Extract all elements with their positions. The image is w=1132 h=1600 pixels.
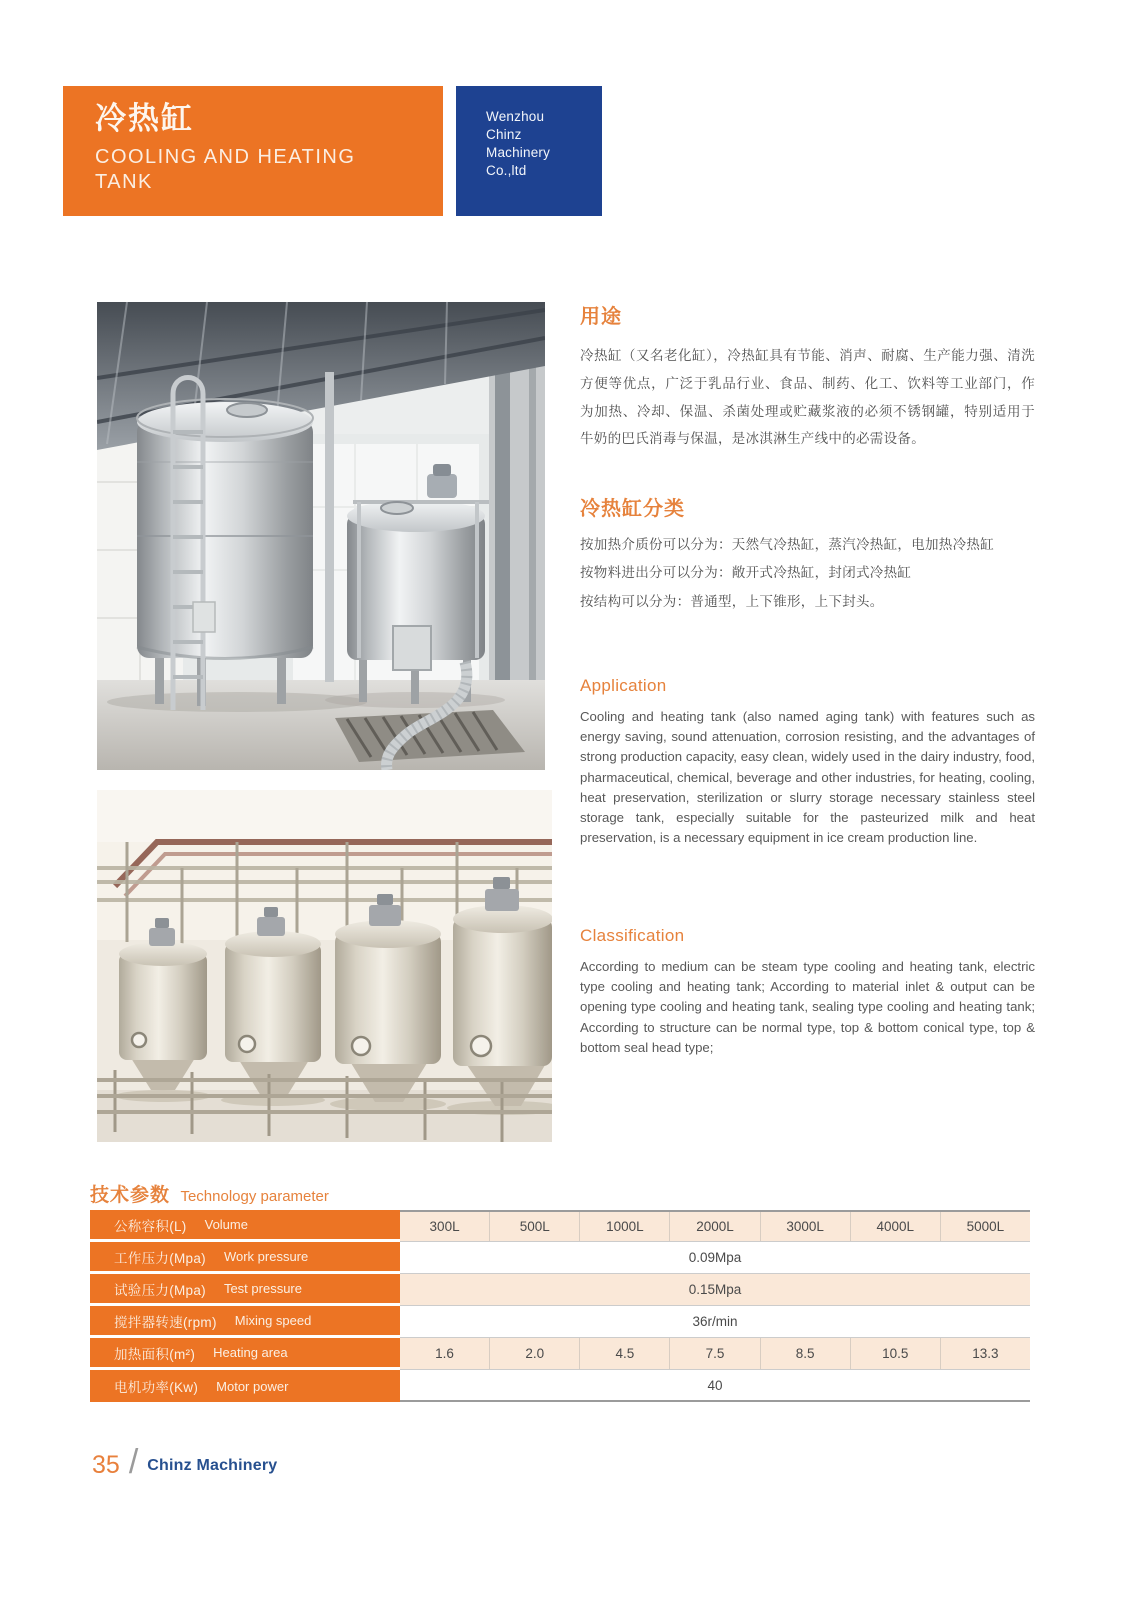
footer-slash-divider: /	[128, 1443, 139, 1481]
tech-heading-en: Technology parameter	[180, 1188, 329, 1205]
row-label-cn: 工作压力(Mpa)	[114, 1250, 206, 1266]
cell-value-span: 40	[707, 1377, 723, 1393]
row-label-en: Mixing speed	[234, 1313, 312, 1328]
page-title-chinese: 冷热缸	[95, 101, 194, 136]
page-title-english-line2: TANK	[95, 170, 153, 193]
section-classification-cn	[580, 492, 1035, 616]
company-line: Wenzhou	[486, 109, 545, 124]
footer-company-name: Chinz Machinery	[147, 1456, 278, 1474]
cell-value: 1000L	[579, 1212, 669, 1241]
application-body: Cooling and heating tank (also named aging tank) with features such as energy saving, sound attenuation, corrosion resisting, and the advantages of strong production capacity, easy clean, widely used in the dairy industry, food, pharmaceutical, chemical, beverage and other industries, for heating, cooling, heat preservation, sterilization or slurry storage necessary stainless steel storage tank, especially suitable for the pasteurized milk and heat preservation, is a necessary equipment in ice cream production line.	[580, 709, 1035, 846]
row-label-en: Work pressure	[223, 1249, 309, 1264]
page-footer	[92, 1443, 278, 1485]
classification-cn-list	[580, 531, 1035, 616]
cell-value: 3000L	[760, 1212, 850, 1241]
row-values	[400, 1306, 1030, 1338]
row-values	[400, 1242, 1030, 1274]
tech-heading-cn: 技术参数	[90, 1185, 171, 1206]
cell-value: 13.3	[940, 1338, 1030, 1369]
row-label	[90, 1370, 400, 1402]
cell-value: 7.5	[669, 1338, 759, 1369]
cell-value: 300L	[429, 1219, 460, 1234]
row-values	[400, 1338, 1030, 1370]
page-title-english	[95, 145, 443, 195]
row-label-cn: 加热面积(m²)	[114, 1346, 196, 1362]
classification-en-body: According to medium can be steam type cooling and heating tank, electric type cooling and heating tank; According to material inlet & output can be opening type cooling and heating tank, sealing type cooling and heating tank; According to structure can be normal type, top & bottom conical type, top & bottom seal head type;	[580, 959, 1035, 1055]
row-label-en: Volume	[204, 1217, 248, 1232]
row-values	[400, 1274, 1030, 1306]
section-application	[580, 676, 1035, 848]
row-label	[90, 1306, 400, 1338]
row-label-en: Heating area	[213, 1345, 288, 1360]
table-row-mixing-speed	[90, 1306, 1030, 1338]
classification-cn-line: 按加热介质份可以分为：天然气冷热缸，蒸汽冷热缸，电加热冷热缸	[580, 537, 994, 552]
tech-parameter-heading	[90, 1180, 329, 1207]
classification-en-heading: Classification	[580, 926, 685, 945]
row-values	[400, 1370, 1030, 1402]
row-label	[90, 1338, 400, 1370]
table-row-motor-power	[90, 1370, 1030, 1402]
cell-value: 2000L	[669, 1212, 759, 1241]
cell-value: 1.6	[435, 1346, 454, 1361]
cell-value: 5000L	[940, 1212, 1030, 1241]
page-number: 35	[92, 1451, 120, 1479]
cell-value-span: 36r/min	[692, 1314, 738, 1329]
table-row-test-pressure	[90, 1274, 1030, 1306]
company-banner	[456, 86, 602, 216]
table-row-heating-area	[90, 1338, 1030, 1370]
row-label-cn: 公称容积(L)	[114, 1218, 187, 1234]
row-values	[400, 1210, 1030, 1242]
classification-cn-heading: 冷热缸分类	[580, 498, 685, 520]
classification-cn-line: 按结构可以分为：普通型，上下锥形，上下封头。	[580, 593, 884, 609]
tank-row-illustration	[97, 790, 552, 1142]
header-orange-banner	[63, 86, 443, 216]
photo-tank-production-line	[97, 790, 552, 1142]
cell-value: 8.5	[760, 1338, 850, 1369]
page-title-english-line1: COOLING AND HEATING	[95, 145, 356, 168]
row-label	[90, 1274, 400, 1306]
row-label-cn: 电机功率(Kw)	[114, 1380, 199, 1395]
company-name	[486, 108, 602, 180]
cell-value: 4.5	[579, 1338, 669, 1369]
cell-value: 500L	[489, 1212, 579, 1241]
row-label-cn: 试验压力(Mpa)	[114, 1282, 206, 1298]
cell-value-span: 0.09Mpa	[688, 1250, 742, 1265]
row-label	[90, 1242, 400, 1274]
cell-value: 10.5	[850, 1338, 940, 1369]
classification-cn-line: 按物料进出分可以分为：敞开式冷热缸，封闭式冷热缸	[580, 565, 912, 581]
tech-parameter-table	[90, 1210, 1030, 1402]
section-usage	[580, 300, 1035, 453]
section-classification-en	[580, 926, 1035, 1058]
row-label	[90, 1210, 400, 1242]
row-label-cn: 搅拌器转速(rpm)	[114, 1314, 217, 1330]
table-row-volume	[90, 1210, 1030, 1242]
row-label-en: Test pressure	[223, 1281, 302, 1296]
cell-value-span: 0.15Mpa	[688, 1282, 742, 1297]
company-line: Co.,ltd	[486, 162, 527, 178]
company-line: Machinery	[486, 144, 551, 160]
tanks-workshop-illustration	[97, 302, 545, 770]
table-row-work-pressure	[90, 1242, 1030, 1274]
cell-value: 4000L	[850, 1212, 940, 1241]
row-label-en: Motor power	[216, 1378, 289, 1394]
photo-two-cooling-heating-tanks	[97, 302, 545, 770]
company-line: Chinz	[486, 126, 522, 142]
usage-heading: 用途	[580, 306, 622, 328]
usage-body: 冷热缸（又名老化缸），冷热缸具有节能、消声、耐腐、生产能力强、清洗方便等优点，广泛于乳品行业、食品、制药、化工、饮料等工业部门，作为加热、冷却、保温、杀菌处理或贮藏浆液的必须不锈钢罐，特别适用于牛奶的巴氏消毒与保温，是冰淇淋生产线中的必需设备。	[580, 348, 1035, 447]
cell-value: 2.0	[489, 1338, 579, 1369]
application-heading: Application	[580, 676, 667, 695]
